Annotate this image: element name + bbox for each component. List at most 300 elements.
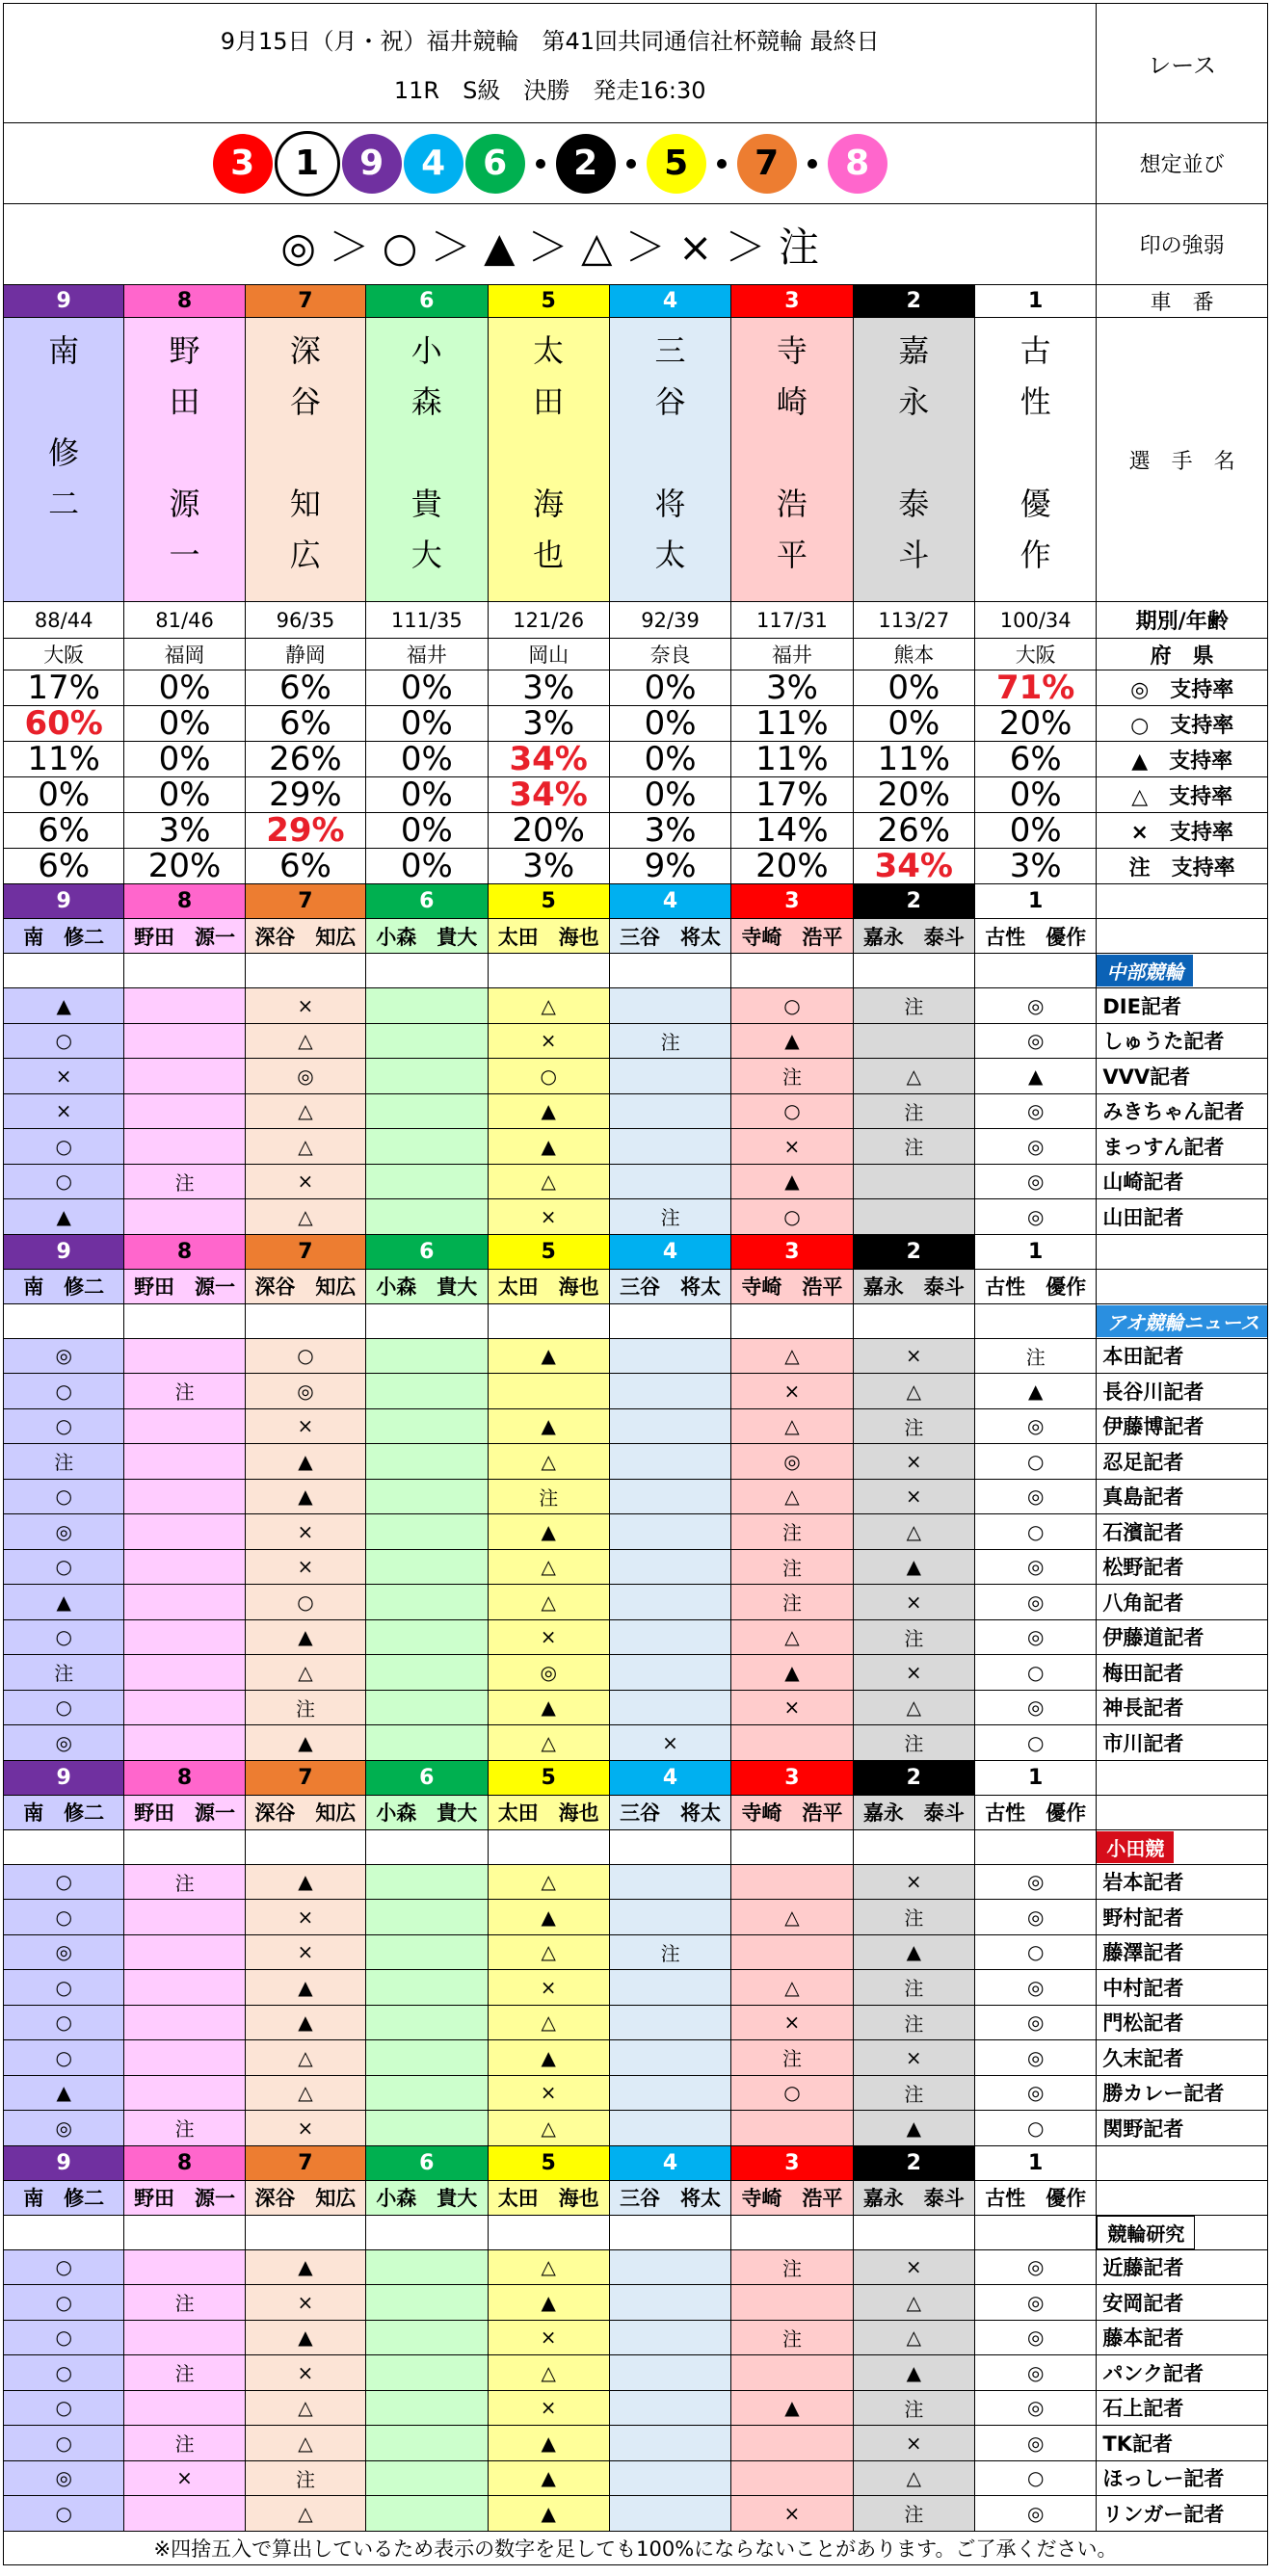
prediction-mark: ○: [975, 2111, 1097, 2146]
prediction-mark: ×: [853, 1585, 974, 1620]
lineup-car-9: 9: [342, 134, 402, 194]
prediction-mark: ○: [975, 1725, 1097, 1761]
prediction-mark: ×: [488, 1970, 609, 2006]
prediction-mark: ◎: [975, 1023, 1097, 1059]
prediction-mark: [731, 2460, 853, 2496]
prediction-mark: 注: [731, 1514, 853, 1550]
prediction-mark: △: [488, 1725, 609, 1761]
prediction-mark: 注: [853, 1900, 974, 1935]
support-rate: 14%: [731, 813, 853, 849]
blank: [975, 1829, 1097, 1864]
rider-name-char: 知: [289, 486, 321, 522]
prediction-mark: 注: [124, 1864, 245, 1900]
prediction-mark: △: [245, 2075, 365, 2111]
prediction-mark: ○: [245, 1585, 365, 1620]
prediction-mark: [366, 2040, 488, 2076]
prediction-mark: △: [488, 2249, 609, 2285]
rider-name-char: [854, 428, 974, 479]
reporter-name: 安岡記者: [1097, 2285, 1268, 2321]
support-rate: 3%: [488, 670, 609, 706]
blank: [731, 1829, 853, 1864]
prediction-mark: [609, 1690, 730, 1725]
prediction-mark: ▲: [245, 1619, 365, 1655]
support-rate: 20%: [124, 849, 245, 884]
support-rate: 26%: [245, 742, 365, 777]
support-rate: 0%: [366, 670, 488, 706]
blank: [853, 2215, 974, 2249]
prediction-mark: [609, 2285, 730, 2321]
lineup-separator-dot: [808, 159, 817, 169]
rider-name-char: 田: [169, 383, 200, 420]
support-rate: 6%: [975, 742, 1097, 777]
race-prediction-table: [3, 3, 1268, 2565]
prediction-mark: [366, 1725, 488, 1761]
car-number-1: 1: [975, 1760, 1097, 1795]
prediction-mark: ▲: [488, 2426, 609, 2461]
prediction-mark: ▲: [245, 2005, 365, 2040]
prediction-mark: [609, 1164, 730, 1199]
car-number-4: 4: [609, 1760, 730, 1795]
prediction-mark: 注: [124, 2426, 245, 2461]
lineup-car-8: 8: [828, 134, 887, 194]
rider-name-char: 二: [48, 486, 80, 522]
car-number-8: 8: [124, 1234, 245, 1269]
prediction-mark: ×: [853, 1655, 974, 1691]
support-rate: 3%: [124, 813, 245, 849]
prediction-mark: ○: [4, 2355, 124, 2391]
prediction-mark: ◎: [488, 1655, 609, 1691]
blank: [731, 954, 853, 988]
support-label: ○ 支持率: [1097, 706, 1268, 742]
blank: [975, 954, 1097, 988]
support-rate: 6%: [245, 706, 365, 742]
publisher-logo-text: 中部競輪: [1097, 955, 1193, 986]
car-number-3: 3: [731, 884, 853, 919]
prediction-mark: ○: [4, 2390, 124, 2426]
prediction-mark: △: [245, 1093, 365, 1129]
prediction-mark: △: [488, 1164, 609, 1199]
prediction-mark: [609, 1093, 730, 1129]
blank: [1097, 884, 1268, 919]
prediction-mark: ○: [975, 1514, 1097, 1550]
support-rate: 0%: [4, 777, 124, 813]
prediction-mark: [609, 2460, 730, 2496]
prediction-mark: [124, 1199, 245, 1235]
blank: [245, 954, 365, 988]
prefecture: 福岡: [124, 639, 245, 670]
prediction-mark: [609, 1374, 730, 1409]
rider-short-name: 小森 貴大: [366, 2180, 488, 2215]
support-rate: 0%: [609, 777, 730, 813]
prediction-mark: [124, 2320, 245, 2355]
car-number-6: 6: [366, 884, 488, 919]
car-number-7: 7: [245, 1760, 365, 1795]
prediction-mark: [609, 1970, 730, 2006]
prediction-mark: [609, 2320, 730, 2355]
prefecture: 岡山: [488, 639, 609, 670]
reporter-name: 藤本記者: [1097, 2320, 1268, 2355]
prediction-mark: [366, 2496, 488, 2532]
prediction-mark: ○: [975, 1444, 1097, 1480]
lineup-separator-dot: [536, 159, 545, 169]
support-label: ◎ 支持率: [1097, 670, 1268, 706]
rider-name-char: 崎: [776, 383, 808, 420]
rider-name-char: 森: [410, 383, 442, 420]
car-number-1: 1: [975, 2145, 1097, 2180]
blank: [1097, 2145, 1268, 2180]
lineup-car-1: 1: [275, 131, 340, 197]
car-number-4: 4: [609, 1234, 730, 1269]
prediction-mark: [609, 1514, 730, 1550]
prediction-mark: ▲: [488, 1338, 609, 1374]
prediction-mark: ▲: [245, 1725, 365, 1761]
lineup: [4, 123, 1097, 204]
term-age: 92/39: [609, 602, 730, 639]
reporter-name: 松野記者: [1097, 1549, 1268, 1585]
support-rate: 20%: [853, 777, 974, 813]
prediction-mark: ◎: [975, 2320, 1097, 2355]
rider-short-name: 嘉永 泰斗: [853, 2180, 974, 2215]
support-rate: 11%: [853, 742, 974, 777]
prediction-mark: △: [731, 1619, 853, 1655]
prediction-mark: [366, 988, 488, 1024]
prediction-mark: ◎: [975, 1408, 1097, 1444]
prediction-mark: ○: [4, 1619, 124, 1655]
rider-name-3: [731, 318, 853, 602]
prediction-mark: ◎: [975, 1093, 1097, 1129]
car-number-7: 7: [245, 285, 365, 318]
prediction-mark: [366, 1900, 488, 1935]
prediction-mark: ▲: [975, 1374, 1097, 1409]
prediction-mark: [609, 2005, 730, 2040]
rider-name-char: [124, 428, 244, 479]
prediction-mark: [731, 1725, 853, 1761]
prediction-mark: 注: [124, 2285, 245, 2321]
prediction-mark: 注: [609, 1934, 730, 1970]
rider-name-char: 也: [533, 537, 565, 573]
support-rate: 34%: [488, 777, 609, 813]
prediction-mark: ○: [4, 1970, 124, 2006]
prediction-mark: ×: [245, 1408, 365, 1444]
prediction-mark: ◎: [975, 1970, 1097, 2006]
car-number-8: 8: [124, 1760, 245, 1795]
prediction-mark: 注: [853, 1619, 974, 1655]
prediction-mark: [609, 1059, 730, 1094]
prediction-mark: [609, 1619, 730, 1655]
rider-short-name: 深谷 知広: [245, 1795, 365, 1829]
rider-short-name: 古性 優作: [975, 1795, 1097, 1829]
reporter-name: 近藤記者: [1097, 2249, 1268, 2285]
support-rate: 11%: [731, 742, 853, 777]
prediction-mark: △: [853, 2285, 974, 2321]
prediction-mark: ×: [4, 1059, 124, 1094]
blank: [1097, 1795, 1268, 1829]
support-label: × 支持率: [1097, 813, 1268, 849]
prediction-mark: ◎: [975, 2005, 1097, 2040]
prediction-mark: ◎: [975, 2355, 1097, 2391]
reporter-name: 野村記者: [1097, 1900, 1268, 1935]
prediction-mark: 注: [731, 1585, 853, 1620]
prediction-mark: [124, 1444, 245, 1480]
term-age: 96/35: [245, 602, 365, 639]
prediction-mark: ◎: [4, 1514, 124, 1550]
prediction-mark: △: [245, 1199, 365, 1235]
prediction-mark: [366, 2390, 488, 2426]
prediction-mark: ×: [853, 2040, 974, 2076]
prediction-mark: [609, 1338, 730, 1374]
prediction-mark: [609, 2075, 730, 2111]
support-rate: 34%: [488, 742, 609, 777]
blank: [853, 1303, 974, 1338]
prediction-mark: 注: [853, 1725, 974, 1761]
blank: [731, 2215, 853, 2249]
blank: [245, 2215, 365, 2249]
prefecture: 福井: [731, 639, 853, 670]
prediction-mark: ×: [853, 1338, 974, 1374]
prediction-mark: ×: [124, 2460, 245, 2496]
blank: [4, 1829, 124, 1864]
rider-name-char: 作: [1019, 537, 1051, 573]
reporter-name: 勝カレー記者: [1097, 2075, 1268, 2111]
car-number-5: 5: [488, 2145, 609, 2180]
prediction-mark: ◎: [975, 1129, 1097, 1165]
prediction-mark: ×: [853, 2426, 974, 2461]
rider-name-char: [610, 428, 730, 479]
term-age: 88/44: [4, 602, 124, 639]
rider-short-name: 三谷 将太: [609, 2180, 730, 2215]
rider-name-2: [853, 318, 974, 602]
prediction-mark: [124, 2005, 245, 2040]
prediction-mark: 注: [853, 2496, 974, 2532]
reporter-name: 長谷川記者: [1097, 1374, 1268, 1409]
blank: [366, 1829, 488, 1864]
reporter-name: 藤澤記者: [1097, 1934, 1268, 1970]
publisher-logo: [1097, 1303, 1268, 1338]
prediction-mark: [609, 2249, 730, 2285]
prediction-mark: ×: [245, 1514, 365, 1550]
prefecture: 福井: [366, 639, 488, 670]
reporter-name: 中村記者: [1097, 1970, 1268, 2006]
prediction-mark: [366, 1934, 488, 1970]
prediction-mark: ×: [609, 1725, 730, 1761]
term-age-label: 期別/年齢: [1097, 602, 1268, 639]
support-label: ▲ 支持率: [1097, 742, 1268, 777]
prediction-mark: [609, 2426, 730, 2461]
reporter-name: 石上記者: [1097, 2390, 1268, 2426]
car-number-6: 6: [366, 1760, 488, 1795]
prediction-mark: △: [731, 1970, 853, 2006]
prediction-mark: △: [488, 1549, 609, 1585]
blank: [124, 1303, 245, 1338]
prediction-mark: [366, 2285, 488, 2321]
prediction-mark: ○: [731, 988, 853, 1024]
prediction-mark: ◎: [975, 2390, 1097, 2426]
blank: [1097, 1760, 1268, 1795]
prediction-mark: ○: [245, 1338, 365, 1374]
term-age: 81/46: [124, 602, 245, 639]
prediction-mark: ◎: [975, 988, 1097, 1024]
prediction-mark: 注: [731, 2320, 853, 2355]
prediction-mark: △: [245, 2040, 365, 2076]
rider-name-char: 寺: [776, 332, 808, 369]
reporter-name: 山田記者: [1097, 1199, 1268, 1235]
reporter-name: 久末記者: [1097, 2040, 1268, 2076]
rider-short-name: 深谷 知広: [245, 2180, 365, 2215]
car-number-6: 6: [366, 285, 488, 318]
rider-name-char: 田: [533, 383, 565, 420]
reporter-name: しゅうた記者: [1097, 1023, 1268, 1059]
rider-name-char: 性: [1019, 383, 1051, 420]
race-title-line1: 9月15日（月・祝）福井競輪 第41回共同通信社杯競輪 最終日: [220, 27, 880, 55]
prediction-mark: ▲: [245, 1864, 365, 1900]
rider-name-char: 太: [654, 537, 686, 573]
prediction-mark: ×: [731, 2496, 853, 2532]
prediction-mark: ◎: [975, 1864, 1097, 1900]
rider-name-8: [124, 318, 245, 602]
prediction-mark: ×: [731, 1690, 853, 1725]
prediction-mark: ○: [4, 1374, 124, 1409]
prediction-mark: ○: [4, 2285, 124, 2321]
rider-short-name: 寺崎 浩平: [731, 1795, 853, 1829]
car-number-3: 3: [731, 285, 853, 318]
prediction-mark: [731, 1864, 853, 1900]
lineup-car-4: 4: [404, 134, 463, 194]
prediction-mark: ◎: [975, 2426, 1097, 2461]
car-number-1: 1: [975, 884, 1097, 919]
prediction-mark: [609, 1479, 730, 1514]
blank: [488, 1829, 609, 1864]
prediction-mark: △: [853, 1374, 974, 1409]
prediction-mark: [124, 2075, 245, 2111]
blank: [245, 1303, 365, 1338]
reporter-name: 梅田記者: [1097, 1655, 1268, 1691]
reporter-name: 真島記者: [1097, 1479, 1268, 1514]
prediction-mark: [366, 2111, 488, 2146]
rider-name-char: 野: [169, 332, 200, 369]
prediction-mark: [366, 1864, 488, 1900]
prediction-mark: 注: [853, 988, 974, 1024]
prediction-mark: △: [245, 1023, 365, 1059]
prediction-mark: ×: [488, 1199, 609, 1235]
rider-short-name: 野田 源一: [124, 1795, 245, 1829]
prediction-mark: [366, 1690, 488, 1725]
prediction-mark: [124, 2249, 245, 2285]
car-number-3: 3: [731, 1760, 853, 1795]
support-rate: 0%: [124, 742, 245, 777]
blank: [4, 954, 124, 988]
prediction-mark: ○: [4, 2426, 124, 2461]
prediction-mark: [366, 2005, 488, 2040]
prediction-mark: [731, 2426, 853, 2461]
prediction-mark: ▲: [488, 1514, 609, 1550]
car-number-9: 9: [4, 2145, 124, 2180]
prediction-mark: ▲: [4, 988, 124, 1024]
prediction-mark: [609, 1655, 730, 1691]
prediction-mark: ▲: [245, 2320, 365, 2355]
prediction-mark: [124, 1549, 245, 1585]
rider-short-name: 小森 貴大: [366, 1269, 488, 1303]
blank: [975, 2215, 1097, 2249]
prediction-mark: ×: [4, 1093, 124, 1129]
prediction-mark: 注: [853, 2005, 974, 2040]
blank: [488, 954, 609, 988]
support-rate: 71%: [975, 670, 1097, 706]
support-rate: 0%: [124, 706, 245, 742]
car-number-8: 8: [124, 285, 245, 318]
car-number-6: 6: [366, 2145, 488, 2180]
car-number-7: 7: [245, 2145, 365, 2180]
rider-name-char: 広: [289, 537, 321, 573]
reporter-name: VVV記者: [1097, 1059, 1268, 1094]
prefecture: 大阪: [975, 639, 1097, 670]
prediction-mark: ▲: [245, 2249, 365, 2285]
prediction-mark: 注: [488, 1479, 609, 1514]
prediction-mark: △: [245, 2426, 365, 2461]
car-number-8: 8: [124, 2145, 245, 2180]
prediction-mark: ○: [488, 1059, 609, 1094]
prediction-mark: [366, 1585, 488, 1620]
prediction-mark: ▲: [245, 1444, 365, 1480]
prediction-mark: [853, 1199, 974, 1235]
blank: [1097, 1234, 1268, 1269]
prediction-mark: [124, 1059, 245, 1094]
support-label: △ 支持率: [1097, 777, 1268, 813]
prediction-mark: [366, 2355, 488, 2391]
rider-short-name: 嘉永 泰斗: [853, 919, 974, 954]
prediction-mark: [731, 1934, 853, 1970]
prediction-mark: [609, 1444, 730, 1480]
support-rate: 0%: [609, 706, 730, 742]
prediction-mark: 注: [731, 1549, 853, 1585]
publisher-logo: [1097, 2215, 1268, 2249]
prediction-mark: ×: [731, 2005, 853, 2040]
prediction-mark: ▲: [488, 1408, 609, 1444]
prediction-mark: [609, 1900, 730, 1935]
prediction-mark: △: [488, 2355, 609, 2391]
prediction-mark: ◎: [4, 2460, 124, 2496]
lineup-separator-dot: [717, 159, 727, 169]
support-rate: 17%: [4, 670, 124, 706]
rider-short-name: 太田 海也: [488, 1269, 609, 1303]
prediction-mark: [366, 2320, 488, 2355]
blank: [609, 954, 730, 988]
prediction-mark: ○: [731, 1093, 853, 1129]
prediction-mark: 注: [4, 1655, 124, 1691]
prediction-mark: [366, 1164, 488, 1199]
rider-short-name: 嘉永 泰斗: [853, 1269, 974, 1303]
prediction-mark: ◎: [4, 1338, 124, 1374]
prediction-mark: [609, 1585, 730, 1620]
prediction-mark: ◎: [975, 2075, 1097, 2111]
blank: [366, 1303, 488, 1338]
reporter-name: 関野記者: [1097, 2111, 1268, 2146]
prediction-mark: ◎: [975, 2040, 1097, 2076]
prediction-mark: ×: [488, 2320, 609, 2355]
prediction-mark: ◎: [975, 1585, 1097, 1620]
reporter-name: ほっしー記者: [1097, 2460, 1268, 2496]
prediction-mark: [366, 2075, 488, 2111]
reporter-name: 忍足記者: [1097, 1444, 1268, 1480]
prediction-mark: ▲: [731, 1655, 853, 1691]
car-number-4: 4: [609, 884, 730, 919]
rider-name-char: 海: [533, 486, 565, 522]
support-label: 注 支持率: [1097, 849, 1268, 884]
car-number-5: 5: [488, 1234, 609, 1269]
rider-name-char: 嘉: [898, 332, 930, 369]
rider-name-char: 谷: [289, 383, 321, 420]
prediction-mark: [124, 2496, 245, 2532]
prediction-mark: ×: [245, 2285, 365, 2321]
